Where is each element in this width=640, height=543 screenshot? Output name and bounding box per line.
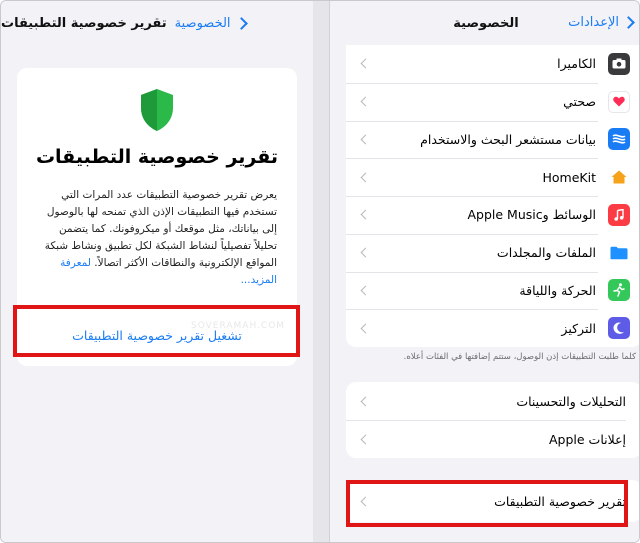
row-motion-fitness[interactable]: [346, 272, 640, 310]
row-label: HomeKit: [542, 169, 596, 185]
row-label: الوسائط وApple Music: [467, 207, 596, 223]
watermark: SOVERAMAH.COM: [191, 321, 286, 331]
row-label: التركيز: [561, 320, 596, 336]
card-description: [41, 187, 277, 289]
row-homekit[interactable]: [346, 158, 640, 196]
row-label: تقرير خصوصية التطبيقات: [494, 493, 626, 509]
back-button-privacy[interactable]: [175, 16, 246, 31]
list-title: الخصوصية: [453, 15, 519, 31]
highlight-box: [346, 480, 628, 527]
research-sensor-icon: [608, 128, 630, 150]
privacy-list-pane: [329, 1, 640, 543]
row-files-folders[interactable]: [346, 234, 640, 272]
detail-header: [1, 1, 313, 45]
chevron-back-icon: [622, 16, 635, 29]
music-icon: [608, 204, 630, 226]
analytics-group: [346, 382, 640, 458]
run-privacy-report-button[interactable]: تشغيل تقرير خصوصية التطبيقات: [72, 327, 242, 343]
folder-icon: [608, 242, 630, 264]
row-label: الملفات والمجلدات: [496, 245, 596, 261]
shield-icon: [139, 88, 175, 132]
pane-separator: [313, 1, 329, 543]
detail-pane: [1, 1, 313, 543]
row-label: صحتي: [563, 94, 596, 110]
row-camera[interactable]: [346, 45, 640, 83]
row-health[interactable]: [346, 83, 640, 121]
row-label: الحركة واللياقة: [519, 282, 596, 298]
back-label: الإعدادات: [568, 15, 619, 30]
row-apple-ads[interactable]: [346, 420, 640, 458]
row-media-music[interactable]: [346, 196, 640, 234]
camera-icon: [608, 53, 630, 75]
footnote: كلما طلبت التطبيقات إذن الوصول، ستتم إضافتها في الفئات أعلاه.: [403, 352, 636, 362]
detail-title: تقرير خصوصية التطبيقات: [1, 15, 167, 31]
highlight-box: [13, 305, 300, 357]
row-label: إعلانات Apple: [548, 431, 626, 447]
moon-icon: [608, 317, 630, 339]
permissions-group: [346, 45, 640, 347]
learn-more-link[interactable]: لمعرفة المزيد...: [60, 257, 277, 286]
back-button-settings[interactable]: [568, 15, 633, 30]
row-analytics[interactable]: [346, 382, 640, 420]
motion-fitness-icon: [608, 279, 630, 301]
row-research-sensor[interactable]: [346, 121, 640, 159]
row-label: التحليلات والتحسينات: [516, 393, 626, 409]
row-label: بيانات مستشعر البحث والاستخدام: [420, 131, 596, 147]
description-text: يعرض تقرير خصوصية التطبيقات عدد المرات التي تستخدم فيها التطبيقات الإذن الذي تمنحه لها بالوصول إلى بياناتك، مثل موقعك أو ميكروفونك. كما يتضمن تحليلاً تفصيلياً لنشاط الشبكة لكل تطبيق ونشاط شبكة المواقع الإلكترونية والنطاقات الأكثر اتصالاً.: [44, 189, 277, 269]
home-icon: [608, 166, 630, 188]
row-label: الكاميرا: [557, 56, 596, 72]
row-focus[interactable]: [346, 309, 640, 347]
card-title: تقرير خصوصية التطبيقات: [35, 146, 279, 168]
chevron-back-icon: [235, 17, 248, 30]
back-label: الخصوصية: [174, 15, 231, 31]
heart-icon: [608, 91, 630, 113]
